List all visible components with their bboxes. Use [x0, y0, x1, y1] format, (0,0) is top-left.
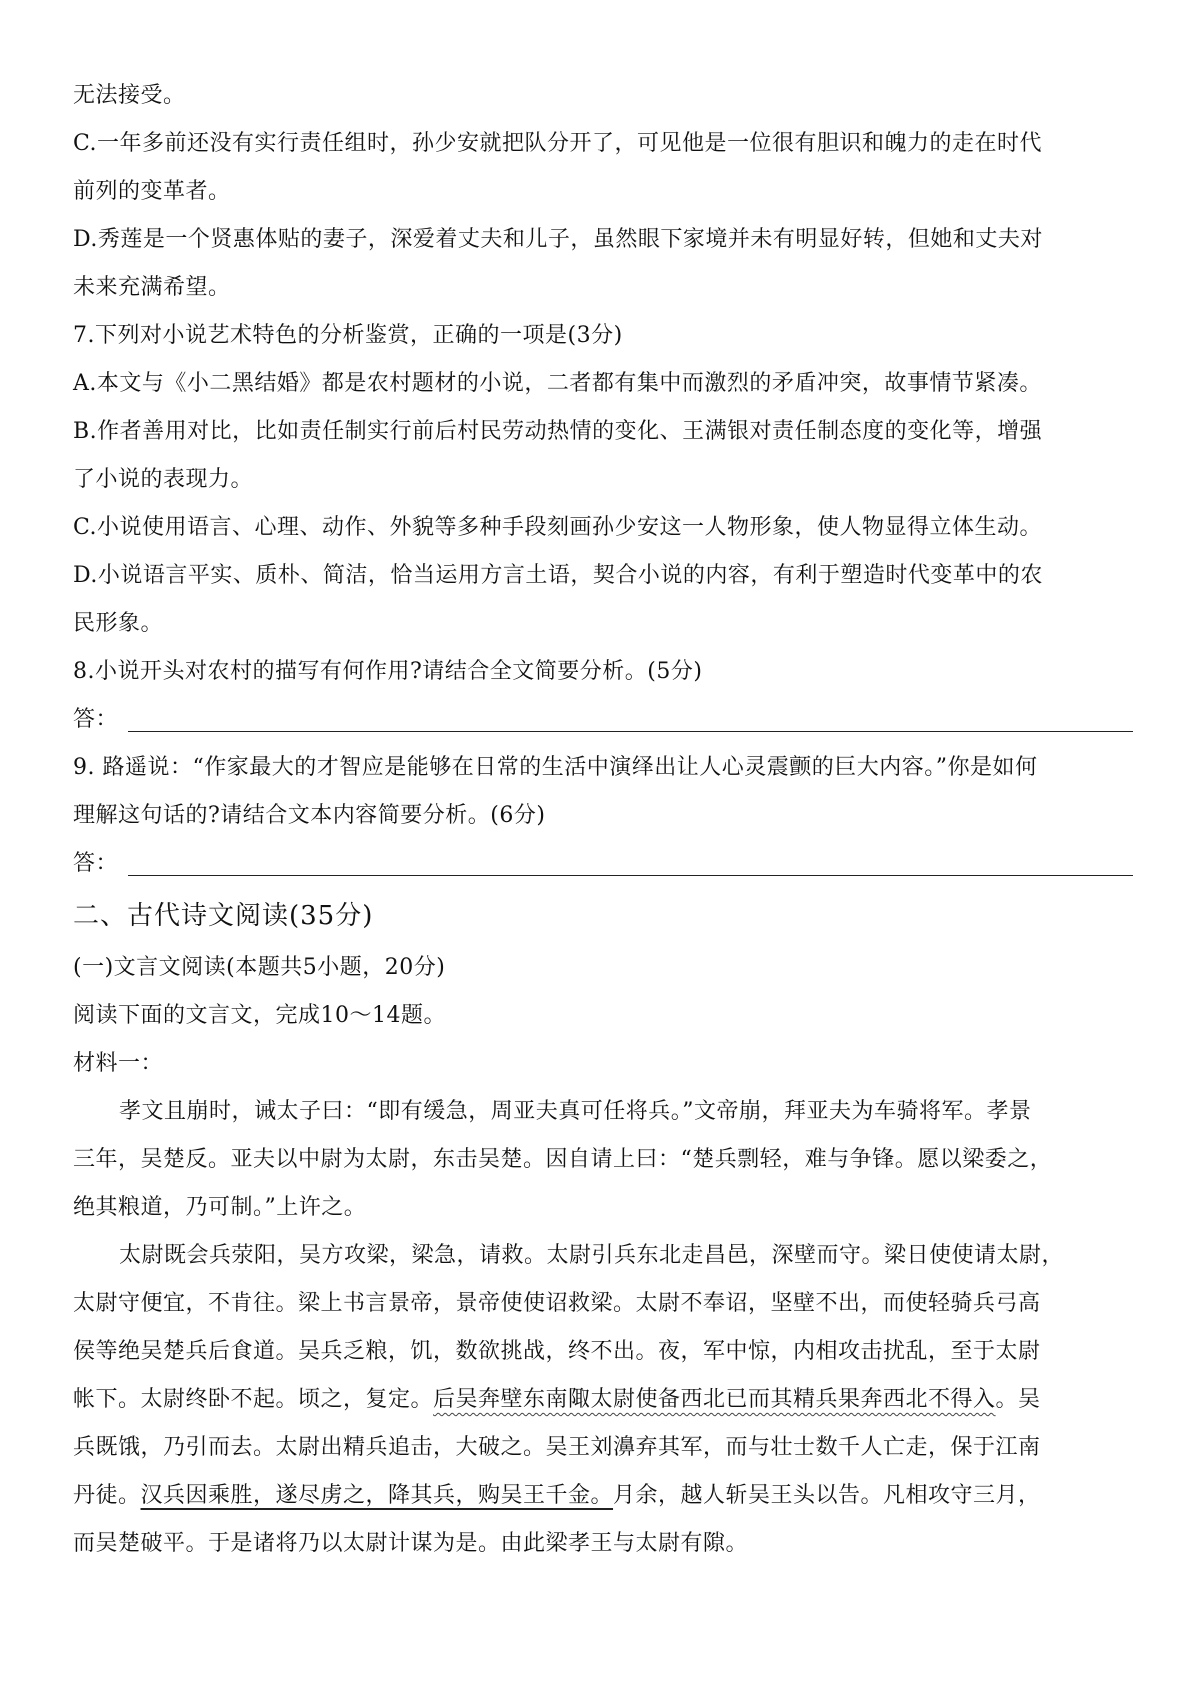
- passage-line: 而吴楚破平。于是诸将乃以太尉计谋为是。由此梁孝王与太尉有隙。: [73, 1531, 749, 1556]
- option-c-line-cont: 前列的变革者。: [73, 179, 231, 204]
- passage-paragraph-2: 太尉既会兵荥阳，吴方攻梁，梁急，请救。太尉引兵东北走昌邑，深壁而守。梁日使使请太尉，: [119, 1243, 1065, 1268]
- question-9-cont: 理解这句话的?请结合文本内容简要分析。(6分): [73, 803, 546, 828]
- subsection-heading: (一)文言文阅读(本题共5小题，20分): [73, 955, 446, 980]
- exam-page: [73, 72, 1133, 1568]
- section-heading: 二、古代诗文阅读(35分): [73, 901, 374, 931]
- question-9: 9. 路遥说：“作家最大的才智应是能够在日常的生活中演绎出让人心灵震颤的巨大内容。”你是如何: [73, 755, 1038, 780]
- passage-text: 帐下。太尉终卧不起。顷之，复定。: [73, 1387, 434, 1412]
- question-7-option-d-cont: 民形象。: [73, 611, 164, 636]
- answer-row-q9: [73, 840, 1133, 888]
- passage-text: 。吴: [995, 1387, 1041, 1412]
- answer-label: 答：: [73, 707, 119, 732]
- question-7-option-d: D.小说语言平实、质朴、简洁，恰当运用方言土语，契合小说的内容，有利于塑造时代变革中的农: [73, 563, 1043, 588]
- passage-paragraph-1: 孝文且崩时，诫太子曰：“即有缓急，周亚夫真可任将兵。”文帝崩，拜亚夫为车骑将军。孝景: [119, 1099, 1032, 1124]
- answer-blank-line[interactable]: [128, 731, 1133, 732]
- passage-line: 兵既饿，乃引而去。太尉出精兵追击，大破之。吴王刘濞弃其军，而与壮士数千人亡走，保于江南: [73, 1435, 1041, 1460]
- material-label: 材料一：: [73, 1051, 164, 1076]
- option-d-line-cont: 未来充满希望。: [73, 275, 231, 300]
- passage-text: 丹徒。: [73, 1483, 141, 1508]
- question-7-option-c: C.小说使用语言、心理、动作、外貌等多种手段刻画孙少安这一人物形象，使人物显得立体生动。: [73, 515, 1043, 540]
- passage-line: [73, 1472, 1133, 1520]
- instruction-text: 阅读下面的文言文，完成10～14题。: [73, 1003, 446, 1028]
- passage-line: 三年，吴楚反。亚夫以中尉为太尉，东击吴楚。因自请上曰：“楚兵剽轻，难与争锋。愿以梁委之，: [73, 1147, 1053, 1172]
- text-line: 无法接受。: [73, 83, 186, 108]
- option-c-line: C.一年多前还没有实行责任组时，孙少安就把队分开了，可见他是一位很有胆识和魄力的走在时代: [73, 131, 1043, 156]
- answer-row-q8: [73, 696, 1133, 744]
- passage-line: [73, 1376, 1133, 1424]
- question-7-option-b: B.作者善用对比，比如责任制实行前后村民劳动热情的变化、王满银对责任制态度的变化等，增强: [73, 419, 1043, 444]
- answer-blank-line[interactable]: [128, 875, 1133, 876]
- question-7: 7.下列对小说艺术特色的分析鉴赏，正确的一项是(3分): [73, 323, 623, 348]
- question-7-option-a: A.本文与《小二黑结婚》都是农村题材的小说，二者都有集中而激烈的矛盾冲突，故事情节紧凑。: [73, 371, 1042, 396]
- passage-text: 月余，越人斩吴王头以告。凡相攻守三月，: [613, 1483, 1041, 1508]
- passage-line: 侯等绝吴楚兵后食道。吴兵乏粮，饥，数欲挑战，终不出。夜，军中惊，内相攻击扰乱，至于太尉: [73, 1339, 1041, 1364]
- wavy-underlined-sentence: 后吴奔壁东南陬太尉使备西北已而其精兵果奔西北不得入: [433, 1387, 996, 1412]
- passage-line: 绝其粮道，乃可制。”上许之。: [73, 1195, 367, 1220]
- question-8: 8.小说开头对农村的描写有何作用?请结合全文简要分析。(5分): [73, 659, 703, 684]
- answer-label: 答：: [73, 851, 119, 876]
- underlined-sentence: 汉兵因乘胜，遂尽虏之，降其兵，购吴王千金。: [140, 1483, 614, 1508]
- option-d-line: D.秀莲是一个贤惠体贴的妻子，深爱着丈夫和儿子，虽然眼下家境并未有明显好转，但她和丈夫对: [73, 227, 1043, 252]
- question-7-option-b-cont: 了小说的表现力。: [73, 467, 254, 492]
- passage-line: 太尉守便宜，不肯往。梁上书言景帝，景帝使使诏救梁。太尉不奉诏，坚壁不出，而使轻骑兵弓高: [73, 1291, 1041, 1316]
